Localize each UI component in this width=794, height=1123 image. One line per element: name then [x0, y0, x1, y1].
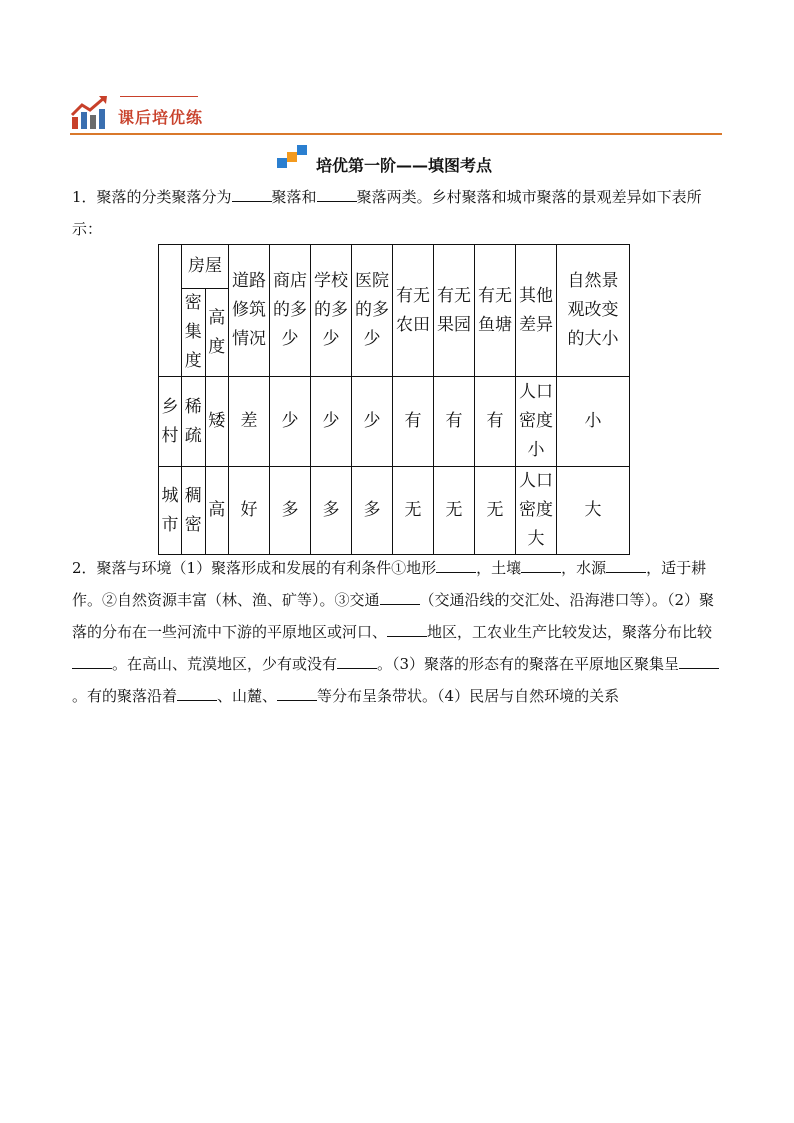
- cell-gaodu: 矮: [205, 377, 229, 467]
- q2-text-2: ，土壤: [476, 559, 522, 577]
- q2-text-4: ，适于耕作。②自然资源丰富（林、渔、矿等）。③交通: [72, 559, 707, 609]
- answer-blank[interactable]: [521, 558, 561, 573]
- cell-shangdian: 少: [270, 377, 311, 467]
- cell-xuexiao: 少: [311, 377, 352, 467]
- q2-text-11: 等分布呈条带状。（4）民居与自然环境的关系: [317, 687, 620, 705]
- cell-xuexiao: 多: [311, 467, 352, 555]
- header-top-line: [120, 96, 198, 97]
- cell-ziran: 大: [557, 467, 630, 555]
- cell-yiyuan: 少: [352, 377, 393, 467]
- q1-text-3: 聚落两类。乡村聚落和城市聚落的景观差异如下表所示：: [72, 188, 702, 238]
- q2-text-8: 。（3）聚落的形态有的聚落在平原地区聚集呈: [377, 655, 680, 673]
- cell-nongtian: 无: [393, 467, 434, 555]
- header-qita: 其他差异: [516, 245, 557, 377]
- answer-blank[interactable]: [387, 622, 427, 637]
- page-header: [70, 95, 722, 135]
- cell-midu: 稀疏: [182, 377, 206, 467]
- header-yiyuan: 医院的多少: [352, 245, 393, 377]
- q2-text-6: 地区，工农业生产比较发达，聚落分布比较: [427, 623, 713, 641]
- answer-blank[interactable]: [232, 187, 272, 202]
- chart-growth-icon: [70, 95, 110, 131]
- section-header: [0, 143, 794, 179]
- section-title: 培优第一阶——填图考点: [316, 156, 493, 175]
- answer-blank[interactable]: [436, 558, 476, 573]
- answer-blank[interactable]: [277, 686, 317, 701]
- header-xuexiao: 学校的多少: [311, 245, 352, 377]
- q1-text-2: 聚落和: [271, 188, 317, 206]
- answer-blank[interactable]: [380, 590, 420, 605]
- header-fangwu: 房屋: [182, 245, 229, 289]
- answer-blank[interactable]: [72, 654, 112, 669]
- question-1: [72, 181, 724, 245]
- header-yutang: 有无鱼塘: [475, 245, 516, 377]
- q2-text-7: 。在高山、荒漠地区，少有或没有: [112, 655, 338, 673]
- cell-gaodu: 高: [205, 467, 229, 555]
- q2-text-9: 。有的聚落沿着: [72, 687, 178, 705]
- answer-blank[interactable]: [317, 187, 357, 202]
- header-ziran: 自然景观改变的大小: [557, 245, 630, 377]
- header-divider: [70, 133, 722, 135]
- cell-daolu: 差: [229, 377, 270, 467]
- cell-qita: 人口密度大: [516, 467, 557, 555]
- cell-guoyuan: 无: [434, 467, 475, 555]
- cell-shangdian: 多: [270, 467, 311, 555]
- row-label: 城市: [159, 467, 182, 555]
- cell-qita: 人口密度小: [516, 377, 557, 467]
- cell-ziran: 小: [557, 377, 630, 467]
- cell-daolu: 好: [229, 467, 270, 555]
- row-label: 乡村: [159, 377, 182, 467]
- header-daolu: 道路修筑情况: [229, 245, 270, 377]
- header-midu: 密集度: [182, 289, 206, 377]
- header-nongtian: 有无农田: [393, 245, 434, 377]
- steps-icon: [276, 143, 312, 169]
- corner-cell: [159, 245, 182, 377]
- q2-text-10: 、山麓、: [217, 687, 278, 705]
- header-shangdian: 商店的多少: [270, 245, 311, 377]
- cell-yutang: 有: [475, 377, 516, 467]
- q2-text-1: 2．聚落与环境（1）聚落形成和发展的有利条件①地形: [72, 559, 437, 577]
- header-gaodu: 高度: [205, 289, 229, 377]
- answer-blank[interactable]: [679, 654, 719, 669]
- q2-text-3: ，水源: [561, 559, 607, 577]
- cell-yutang: 无: [475, 467, 516, 555]
- cell-guoyuan: 有: [434, 377, 475, 467]
- q1-text-1: 1．聚落的分类聚落分为: [72, 188, 232, 206]
- answer-blank[interactable]: [606, 558, 646, 573]
- header-title: 课后培优练: [118, 108, 204, 127]
- table-row-urban: [159, 467, 630, 555]
- settlement-comparison-table: [158, 244, 630, 555]
- cell-yiyuan: 多: [352, 467, 393, 555]
- cell-nongtian: 有: [393, 377, 434, 467]
- answer-blank[interactable]: [337, 654, 377, 669]
- cell-midu: 稠密: [182, 467, 206, 555]
- q2-text-5: （交通沿线的交汇处、沿海港口等）。（2）聚落的分布在一些河流中下游的平原地区或河口、: [72, 591, 715, 641]
- table-row-rural: [159, 377, 630, 467]
- answer-blank[interactable]: [177, 686, 217, 701]
- question-2: [72, 552, 724, 712]
- header-guoyuan: 有无果园: [434, 245, 475, 377]
